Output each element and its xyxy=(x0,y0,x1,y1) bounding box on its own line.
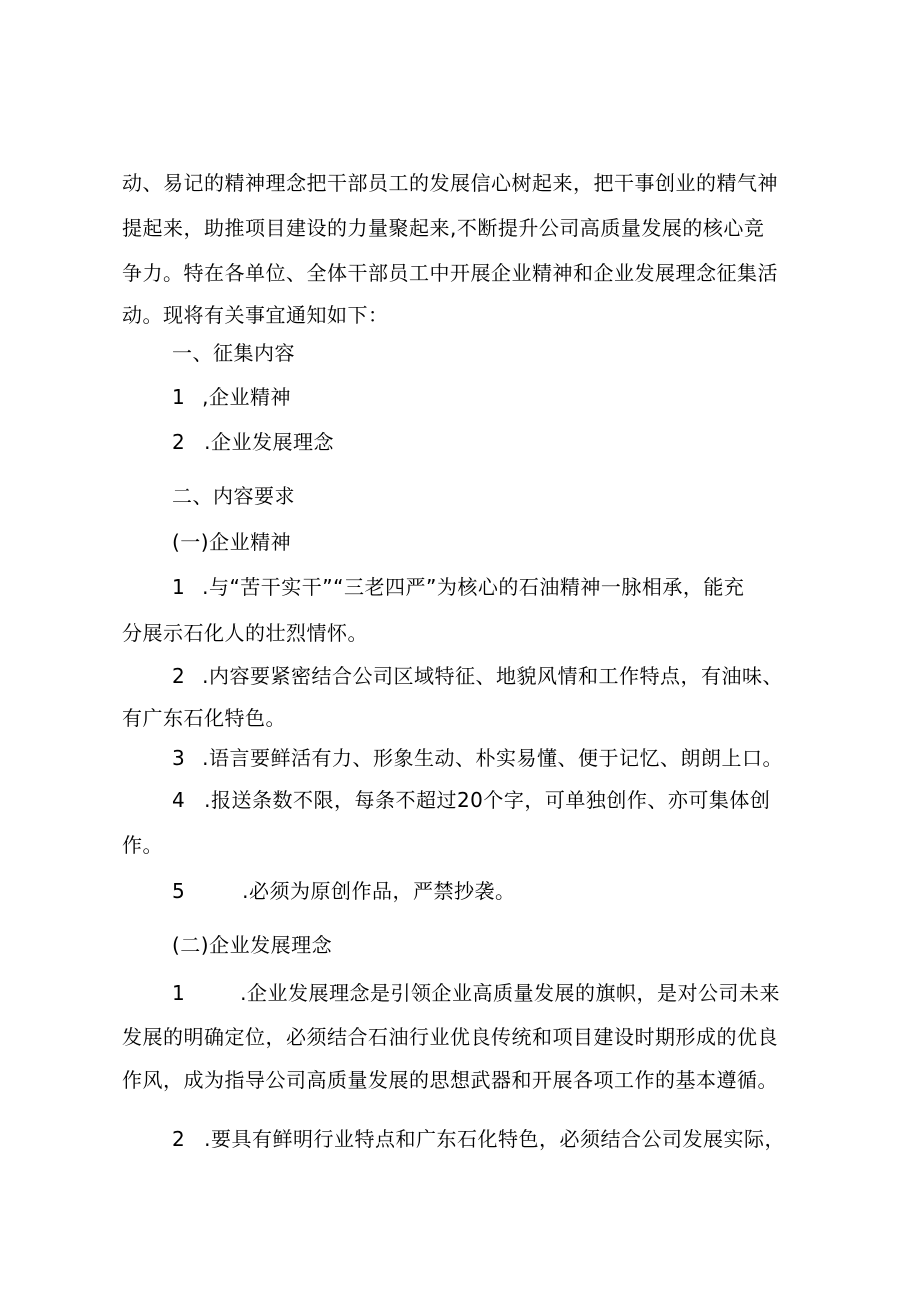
item-text: .内容要紧密结合公司区域特征、地貌风情和工作特点，有油味、 xyxy=(202,664,783,688)
item-text: .报送条数不限，每条不超过20个字，可单独创作、亦可集体创 xyxy=(204,788,771,812)
sub1-item-2-line-2: 有广东石化特色。 xyxy=(122,706,286,730)
item-number: 1 xyxy=(172,575,186,599)
intro-line-1: 动、易记的精神理念把干部员工的发展信心树起来，把干事创业的精气神 xyxy=(122,171,778,195)
section-1-item-1 xyxy=(172,384,291,410)
sub2-item-1-line-1 xyxy=(172,980,780,1006)
subsection-1-heading: (一)企业精神 xyxy=(172,530,292,554)
section-2-heading: 二、内容要求 xyxy=(172,484,295,508)
item-text: ,企业精神 xyxy=(202,385,291,409)
sub1-item-1-line-1 xyxy=(172,574,744,600)
subsection-2-heading: (二)企业发展理念 xyxy=(172,933,333,957)
sub1-item-1-line-2: 分展示石化人的壮烈情怀。 xyxy=(122,621,368,645)
sub2-item-2-line-1 xyxy=(172,1126,785,1152)
item-text: .企业发展理念 xyxy=(204,430,334,454)
item-number: 5 xyxy=(172,879,186,903)
item-number: 3 xyxy=(172,746,186,770)
item-text: .要具有鲜明行业特点和广东石化特色，必须结合公司发展实际， xyxy=(204,1127,785,1151)
intro-line-2: 提起来，助推项目建设的力量聚起来,不断提升公司高质量发展的核心竞 xyxy=(122,216,765,240)
section-1-item-2 xyxy=(172,429,334,455)
item-number: 2 xyxy=(172,664,186,688)
sub1-item-4-line-1 xyxy=(172,787,770,813)
item-text: .必须为原创作品，严禁抄袭。 xyxy=(242,879,516,903)
item-text: .企业发展理念是引领企业高质量发展的旗帜，是对公司未来 xyxy=(240,981,780,1005)
item-text: .语言要鲜活有力、形象生动、朴实易懂、便于记忆、朗朗上口。 xyxy=(202,746,783,770)
item-number: 2 xyxy=(172,430,186,454)
sub1-item-2-line-1 xyxy=(172,663,783,689)
intro-line-4: 动。现将有关事宜通知如下： xyxy=(122,303,389,327)
section-1-heading: 一、征集内容 xyxy=(172,341,295,365)
sub1-item-3-line-1 xyxy=(172,745,783,771)
sub2-item-1-line-2: 发展的明确定位，必须结合石油行业优良传统和项目建设时期形成的优良 xyxy=(122,1025,778,1049)
sub2-item-1-line-3: 作风，成为指导公司高质量发展的思想武器和开展各项工作的基本遵循。 xyxy=(122,1068,778,1092)
item-number: 4 xyxy=(172,788,186,812)
item-number: 2 xyxy=(172,1127,186,1151)
sub1-item-4-line-2: 作。 xyxy=(122,833,163,857)
intro-line-3: 争力。特在各单位、全体干部员工中开展企业精神和企业发展理念征集活 xyxy=(122,261,778,285)
item-number: 1 xyxy=(172,981,186,1005)
sub1-item-5-line-1 xyxy=(172,878,515,904)
item-number: 1 xyxy=(172,385,186,409)
item-text: .与“苦干实干”“三老四严”为核心的石油精神一脉相承，能充 xyxy=(202,575,745,599)
